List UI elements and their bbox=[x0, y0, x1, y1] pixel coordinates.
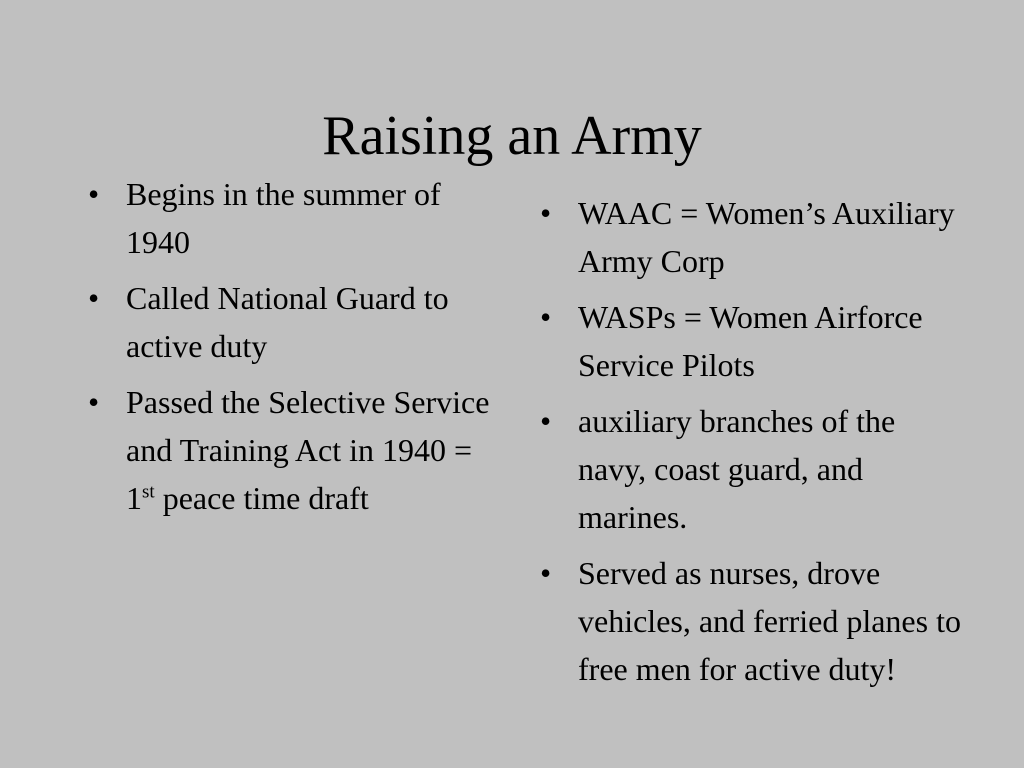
bullet-text-part: peace time draft bbox=[154, 480, 369, 516]
slide-title: Raising an Army bbox=[322, 105, 702, 167]
list-item bbox=[86, 274, 496, 370]
left-bullet-list bbox=[86, 170, 496, 530]
bullet-dot-icon: • bbox=[88, 176, 100, 212]
ordinal-superscript: st bbox=[142, 481, 155, 503]
list-item bbox=[538, 293, 968, 389]
bullet-text: Called National Guard to active duty bbox=[126, 280, 449, 364]
list-item bbox=[538, 397, 968, 541]
list-item bbox=[538, 549, 968, 693]
bullet-dot-icon: • bbox=[540, 299, 552, 335]
bullet-text: WASPs = Women Airforce Service Pilots bbox=[578, 299, 923, 383]
bullet-text: Begins in the summer of 1940 bbox=[126, 176, 441, 260]
bullet-text-part: Passed the Selective Service and Training Act in 1940 = 1 bbox=[126, 384, 490, 516]
list-item bbox=[538, 189, 968, 285]
bullet-text: Served as nurses, drove vehicles, and ferried planes to free men for active duty! bbox=[578, 555, 961, 687]
bullet-dot-icon: • bbox=[540, 195, 552, 231]
bullet-text: WAAC = Women’s Auxiliary Army Corp bbox=[578, 195, 955, 279]
bullet-dot-icon: • bbox=[88, 384, 100, 420]
bullet-dot-icon: • bbox=[540, 555, 552, 591]
bullet-dot-icon: • bbox=[540, 403, 552, 439]
right-bullet-list bbox=[538, 189, 968, 701]
list-item bbox=[86, 378, 496, 522]
list-item bbox=[86, 170, 496, 266]
bullet-text bbox=[126, 384, 489, 516]
bullet-text: auxiliary branches of the navy, coast guard, and marines. bbox=[578, 403, 896, 535]
bullet-dot-icon: • bbox=[88, 280, 100, 316]
